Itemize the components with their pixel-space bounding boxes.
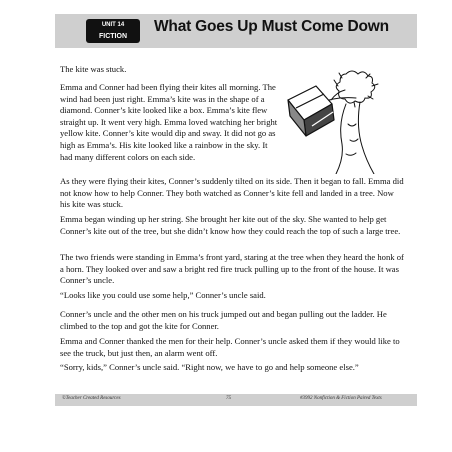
footer-book-title: #3992 Nonfiction & Fiction Paired Texts	[300, 396, 382, 401]
genre-label: FICTION	[99, 33, 127, 40]
paragraph-6: “Looks like you could use some help,” Conner’s uncle said.	[60, 290, 266, 300]
page-title: What Goes Up Must Come Down	[154, 18, 389, 35]
paragraph-4: Emma began winding up her string. She brought her kite out of the sky. She wanted to help get Conner’s kite out of the tree, but she didn’t know how they could reach the top of such a large tree.	[60, 214, 401, 236]
paragraph-8: Emma and Conner thanked the men for their help. Conner’s uncle asked them if they would like to see the truck, but just then, an alarm went off.	[60, 336, 400, 358]
unit-number: UNIT 14	[101, 22, 125, 28]
footer-page-number: 75	[226, 396, 231, 401]
unit-badge	[86, 19, 140, 43]
paragraph-7: Conner’s uncle and the other men on his truck jumped out and began pulling out the ladder. He climbed to the top and got the kite for Conner.	[60, 309, 387, 331]
kite-in-tree-illustration	[276, 64, 386, 174]
footer-copyright: ©Teacher Created Resources	[62, 396, 121, 401]
paragraph-3: As they were flying their kites, Conner’s suddenly tilted on its side. Then it began to fall. Emma did not know how to help Conner. They both watched as Conner’s kite fell and landed in a tree. Now his kite was stuck.	[60, 176, 404, 210]
paragraph-1: The kite was stuck.	[60, 64, 127, 74]
paragraph-9: “Sorry, kids,” Conner’s uncle said. “Right now, we have to go and help someone else.”	[60, 362, 359, 372]
paragraph-2: Emma and Conner had been flying their kites all morning. The wind had been just right. Emma’s kite was in the shape of a diamond. Conner’s kite looked like a box. Emma’s kite flew straight up. It went very high. Emma loved watching her bright yellow kite. Conner’s kite would dip and sway. It did not go as high as Emma’s. His kite looked like a rainbow in the sky. It had many different colors on each side.	[60, 82, 278, 162]
paragraph-5: The two friends were standing in Emma’s front yard, staring at the tree when they heard the honk of a horn. They looked over and saw a bright red fire truck pulling up to the front of the house. It was Conner’s uncle.	[60, 252, 404, 286]
